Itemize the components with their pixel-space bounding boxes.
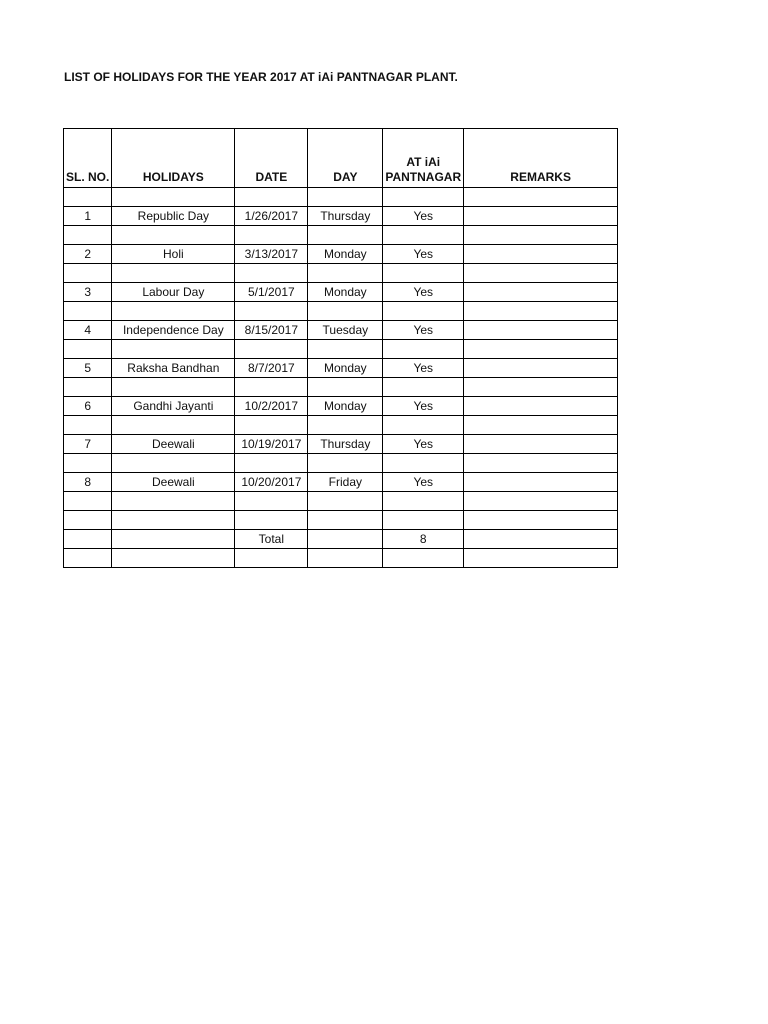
table-row	[64, 245, 618, 264]
empty-cell	[308, 378, 383, 397]
empty-cell	[64, 416, 112, 435]
empty-cell	[383, 492, 464, 511]
empty-cell	[235, 340, 308, 359]
cell-day: Tuesday	[308, 321, 383, 340]
empty-row	[64, 378, 618, 397]
empty-row	[64, 188, 618, 207]
table-row	[64, 359, 618, 378]
cell-holiday: Gandhi Jayanti	[112, 397, 235, 416]
empty-cell	[383, 188, 464, 207]
empty-cell	[464, 530, 618, 549]
cell-sl-no: 4	[64, 321, 112, 340]
cell-at-iai: Yes	[383, 283, 464, 302]
cell-date: 8/7/2017	[235, 359, 308, 378]
holiday-table	[63, 128, 618, 568]
empty-cell	[235, 549, 308, 568]
col-header-remarks: REMARKS	[464, 129, 618, 188]
empty-cell	[64, 492, 112, 511]
table-row	[64, 283, 618, 302]
empty-cell	[112, 416, 235, 435]
total-label: Total	[235, 530, 308, 549]
empty-row	[64, 511, 618, 530]
table-row	[64, 321, 618, 340]
empty-cell	[112, 454, 235, 473]
empty-cell	[112, 340, 235, 359]
empty-row	[64, 549, 618, 568]
empty-cell	[64, 530, 112, 549]
cell-holiday: Republic Day	[112, 207, 235, 226]
empty-cell	[235, 264, 308, 283]
empty-cell	[235, 188, 308, 207]
empty-cell	[464, 340, 618, 359]
empty-cell	[308, 416, 383, 435]
empty-cell	[112, 302, 235, 321]
cell-sl-no: 2	[64, 245, 112, 264]
cell-remarks	[464, 397, 618, 416]
cell-date: 1/26/2017	[235, 207, 308, 226]
cell-date: 10/19/2017	[235, 435, 308, 454]
cell-at-iai: Yes	[383, 245, 464, 264]
empty-cell	[308, 226, 383, 245]
empty-cell	[64, 226, 112, 245]
empty-cell	[112, 264, 235, 283]
total-row	[64, 530, 618, 549]
cell-holiday: Independence Day	[112, 321, 235, 340]
empty-cell	[383, 226, 464, 245]
empty-cell	[235, 226, 308, 245]
cell-at-iai: Yes	[383, 435, 464, 454]
cell-sl-no: 1	[64, 207, 112, 226]
cell-sl-no: 5	[64, 359, 112, 378]
empty-row	[64, 226, 618, 245]
empty-cell	[308, 264, 383, 283]
empty-cell	[383, 454, 464, 473]
cell-holiday: Deewali	[112, 435, 235, 454]
cell-remarks	[464, 473, 618, 492]
empty-cell	[464, 416, 618, 435]
empty-cell	[464, 492, 618, 511]
empty-cell	[64, 340, 112, 359]
cell-at-iai: Yes	[383, 321, 464, 340]
cell-date: 5/1/2017	[235, 283, 308, 302]
empty-cell	[64, 549, 112, 568]
empty-row	[64, 416, 618, 435]
cell-remarks	[464, 359, 618, 378]
empty-cell	[464, 511, 618, 530]
empty-cell	[383, 264, 464, 283]
empty-cell	[112, 492, 235, 511]
cell-at-iai: Yes	[383, 473, 464, 492]
empty-cell	[112, 511, 235, 530]
col-header-at-iai	[383, 129, 464, 188]
empty-cell	[235, 454, 308, 473]
cell-remarks	[464, 321, 618, 340]
empty-cell	[383, 302, 464, 321]
table-row	[64, 435, 618, 454]
cell-day: Monday	[308, 359, 383, 378]
empty-cell	[235, 492, 308, 511]
empty-row	[64, 454, 618, 473]
document-title: LIST OF HOLIDAYS FOR THE YEAR 2017 AT iAi PANTNAGAR PLANT.	[64, 70, 458, 84]
empty-cell	[308, 340, 383, 359]
empty-cell	[64, 454, 112, 473]
empty-cell	[308, 511, 383, 530]
empty-cell	[235, 378, 308, 397]
cell-holiday: Deewali	[112, 473, 235, 492]
empty-cell	[464, 264, 618, 283]
empty-cell	[308, 492, 383, 511]
cell-at-iai: Yes	[383, 359, 464, 378]
empty-cell	[112, 378, 235, 397]
cell-date: 10/20/2017	[235, 473, 308, 492]
col-header-sl-no: SL. NO.	[64, 129, 112, 188]
empty-cell	[112, 226, 235, 245]
cell-holiday: Raksha Bandhan	[112, 359, 235, 378]
empty-row	[64, 492, 618, 511]
table-row	[64, 473, 618, 492]
empty-cell	[112, 530, 235, 549]
table-row	[64, 207, 618, 226]
empty-cell	[383, 378, 464, 397]
cell-sl-no: 6	[64, 397, 112, 416]
cell-remarks	[464, 283, 618, 302]
cell-date: 3/13/2017	[235, 245, 308, 264]
cell-date: 10/2/2017	[235, 397, 308, 416]
empty-cell	[308, 454, 383, 473]
col-header-at-iai-line1: AT iAi	[406, 155, 441, 169]
cell-day: Monday	[308, 245, 383, 264]
table-body	[64, 188, 618, 568]
cell-sl-no: 8	[64, 473, 112, 492]
header-row	[64, 129, 618, 188]
empty-cell	[112, 188, 235, 207]
empty-cell	[464, 549, 618, 568]
col-header-date: DATE	[235, 129, 308, 188]
cell-holiday: Holi	[112, 245, 235, 264]
empty-cell	[112, 549, 235, 568]
col-header-holidays: HOLIDAYS	[112, 129, 235, 188]
cell-date: 8/15/2017	[235, 321, 308, 340]
empty-cell	[64, 378, 112, 397]
empty-cell	[235, 302, 308, 321]
cell-remarks	[464, 207, 618, 226]
empty-row	[64, 302, 618, 321]
table-header	[64, 129, 618, 188]
empty-cell	[308, 188, 383, 207]
table-row	[64, 397, 618, 416]
empty-row	[64, 340, 618, 359]
cell-day: Thursday	[308, 207, 383, 226]
empty-cell	[64, 188, 112, 207]
empty-cell	[308, 302, 383, 321]
col-header-day: DAY	[308, 129, 383, 188]
col-header-at-iai-line2: PANTNAGAR	[385, 170, 462, 184]
empty-cell	[383, 340, 464, 359]
empty-cell	[308, 549, 383, 568]
cell-remarks	[464, 245, 618, 264]
cell-at-iai: Yes	[383, 397, 464, 416]
cell-remarks	[464, 435, 618, 454]
empty-cell	[64, 302, 112, 321]
empty-cell	[235, 416, 308, 435]
cell-day: Monday	[308, 397, 383, 416]
total-value: 8	[383, 530, 464, 549]
cell-day: Thursday	[308, 435, 383, 454]
cell-at-iai: Yes	[383, 207, 464, 226]
empty-cell	[464, 226, 618, 245]
empty-cell	[383, 549, 464, 568]
cell-sl-no: 3	[64, 283, 112, 302]
empty-cell	[464, 454, 618, 473]
empty-cell	[464, 188, 618, 207]
cell-day: Friday	[308, 473, 383, 492]
cell-day: Monday	[308, 283, 383, 302]
empty-cell	[235, 511, 308, 530]
empty-cell	[383, 511, 464, 530]
empty-cell	[464, 302, 618, 321]
empty-cell	[464, 378, 618, 397]
empty-cell	[383, 416, 464, 435]
empty-cell	[308, 530, 383, 549]
empty-cell	[64, 511, 112, 530]
empty-row	[64, 264, 618, 283]
empty-cell	[64, 264, 112, 283]
cell-sl-no: 7	[64, 435, 112, 454]
cell-holiday: Labour Day	[112, 283, 235, 302]
